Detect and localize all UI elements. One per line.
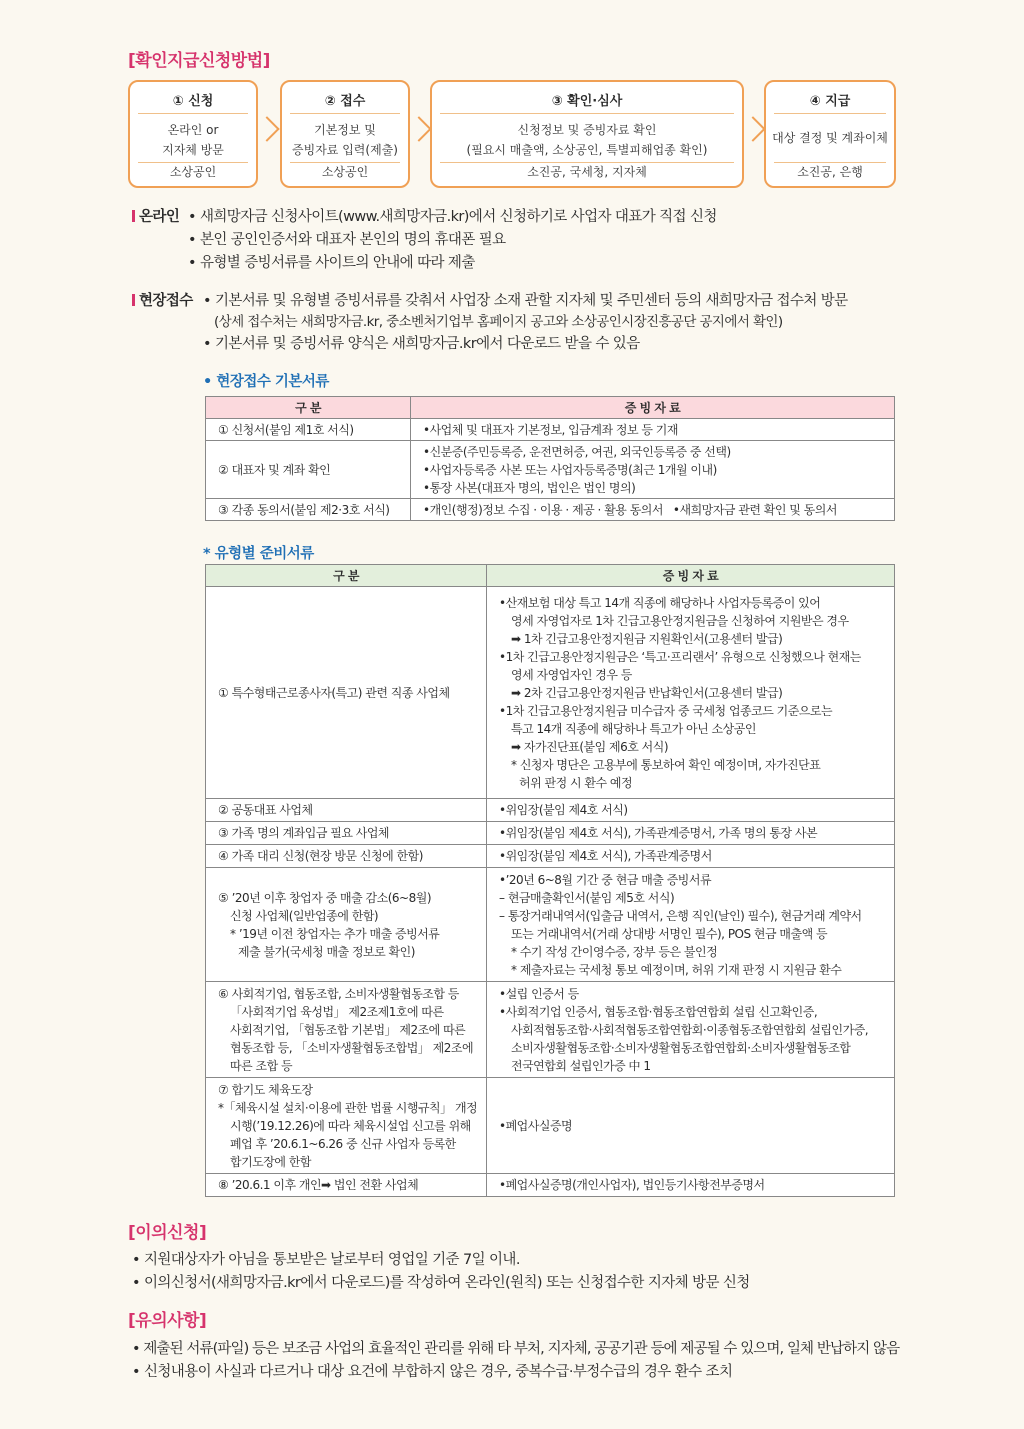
cell-line: •1차 긴급고용안정지원금은 ‘특고·프리랜서’ 유형으로 신청했으나 현재는 [499,649,861,664]
cell-line: •개인(행정)정보 수집 · 이용 · 제공 · 활용 동의서 •새희망자금 관련 확인 및 동의서 [423,502,837,517]
cell-line: 사회적기업, 「협동조합 기본법」 제2조에 따른 [230,1022,466,1037]
table-row [206,868,895,982]
divider [290,113,400,114]
cell-line: 허위 판정 시 환수 예정 [519,775,633,790]
cell-line: •사업체 및 대표자 기본정보, 입금계좌 정보 등 기재 [423,422,678,437]
table-header: 구 분 [206,565,487,587]
cell-line: 신청 사업체(일반업종에 한함) [230,908,379,923]
table-cell [411,499,895,521]
table-cell [206,982,487,1078]
step-receive [280,80,410,188]
cell-line: ⑥ 사회적기업, 협동조합, 소비자생활협동조합 등 [218,986,459,1001]
table-cell [487,587,895,799]
cell-line: 폐업 후 ’20.6.1~6.26 중 신규 사업자 등록한 [230,1136,456,1151]
divider [138,113,248,114]
onsite-label-text: 현장접수 [139,293,193,309]
cell-line: •설립 인증서 등 [499,986,579,1001]
arrow-right-icon [740,116,765,141]
table-cell: ③ 각종 동의서(붙임 제2·3호 서식) [206,499,411,521]
table-cell [411,441,895,499]
table-row [206,499,895,521]
cell-line: *「체육시설 설치·이용에 관한 법률 시행규칙」 개정 [218,1100,478,1115]
table-cell [487,982,895,1078]
step-title: ④ 지급 [809,94,851,109]
type-docs-table [205,564,895,1197]
cell-line: 특고 14개 직종에 해당하나 특고가 아닌 소상공인 [511,721,756,736]
table-cell: ① 특수형태근로종사자(특고) 관련 직종 사업체 [206,587,487,799]
step-review [430,80,744,188]
objection-line: • 지원대상자가 아님을 통보받은 날로부터 영업일 기준 7일 이내. [132,1252,520,1268]
step-body-line: 증빙자료 입력(제출) [292,143,398,157]
cell-line: •산재보험 대상 특고 14개 직종에 해당하나 사업자등록증이 있어 [499,595,821,610]
step-footer: 소상공인 [321,165,369,179]
table-row [206,419,895,441]
table-cell: ① 신청서(붙임 제1호 서식) [206,419,411,441]
cell-line: * 제출자료는 국세청 통보 예정이며, 허위 기재 판정 시 지원금 환수 [511,962,842,977]
table-cell: •위임장(붙임 제4호 서식), 가족관계증명서 [487,845,895,868]
table-cell: ② 공동대표 사업체 [206,799,487,822]
online-line: • 유형별 증빙서류를 사이트의 안내에 따라 제출 [188,255,475,271]
cell-line: * ’19년 이전 창업자는 추가 매출 증빙서류 [230,926,440,941]
step-body-line: 온라인 or [167,123,219,137]
step-title: ② 접수 [324,94,366,109]
step-body [282,120,408,160]
online-label-text: 온라인 [139,209,180,225]
table-cell: •폐업사실증명 [487,1078,895,1174]
cell-line: ➡ 1차 긴급고용안정지원금 지원확인서(고용센터 발급) [511,631,783,646]
step-body-line: 기본정보 및 [314,123,376,137]
section-title-objection: [이의신청] [128,1223,207,1243]
table-cell: •폐업사실증명(개인사업자), 법인등기사항전부증명서 [487,1174,895,1197]
step-body-line: 지자체 방문 [162,143,224,157]
step-body [432,120,742,160]
table-cell [206,868,487,982]
label-bar [132,294,135,306]
arrow-right-icon [406,116,431,141]
table-row [206,799,895,822]
notice-line: • 제출된 서류(파일) 등은 보조금 사업의 효율적인 관리를 위해 타 부처, 지자체, 공공기관 등에 제공될 수 있으며, 일체 반납하지 않음 [132,1341,900,1357]
cell-line: 시행(’19.12.26)에 따라 체육시설업 신고를 위해 [230,1118,471,1133]
label-bar [132,210,135,222]
onsite-line: • 기본서류 및 유형별 증빙서류를 갖춰서 사업장 소재 관할 지자체 및 주민센터 등의 새희망자금 접수처 방문 [203,293,848,309]
cell-line: 협동조합 등, 「소비자생활협동조합법」 제2조에 [230,1040,474,1055]
online-line: • 본인 공인인증서와 대표자 본인의 명의 휴대폰 필요 [188,232,506,248]
objection-line: • 이의신청서(새희망자금.kr에서 다운로드)를 작성하여 온라인(원칙) 또는 신청접수한 지자체 방문 신청 [132,1275,750,1291]
cell-line: •통장 사본(대표자 명의, 법인은 법인 명의) [423,480,636,495]
step-title: ① 신청 [172,94,214,109]
basic-docs-title: • 현장접수 기본서류 [203,374,329,390]
divider [774,113,886,114]
cell-line: 또는 거래내역서(거래 상대방 서명인 필수), POS 현금 매출액 등 [511,926,828,941]
table-row [206,845,895,868]
cell-line: 영세 자영업자인 경우 등 [511,667,632,682]
table-row [206,587,895,799]
cell-line: ➡ 2차 긴급고용안정지원금 반납확인서(고용센터 발급) [511,685,783,700]
cell-line: •신분증(주민등록증, 운전면허증, 여권, 외국인등록증 중 선택) [423,444,731,459]
table-header: 구 분 [206,397,411,419]
cell-line: * 수기 작성 간이영수증, 장부 등은 불인정 [511,944,718,959]
table-cell: ② 대표자 및 계좌 확인 [206,441,411,499]
step-footer: 소진공, 은행 [797,165,863,179]
cell-line: •’20년 6~8월 기간 중 현금 매출 증빙서류 [499,872,712,887]
step-body-line: 대상 결정 및 계좌이체 [772,131,888,145]
section-title-payment-method: [확인지급신청방법] [128,51,270,71]
onsite-line: • 기본서류 및 증빙서류 양식은 새희망자금.kr에서 다운로드 받을 수 있음 [203,336,640,352]
cell-line: •사업자등록증 사본 또는 사업자등록증명(최근 1개월 이내) [423,462,717,477]
table-header-row [206,565,895,587]
cell-line: – 통장거래내역서(입출금 내역서, 은행 직인(날인) 필수), 현금거래 계약서 [499,908,862,923]
table-cell: ④ 가족 대리 신청(현장 방문 신청에 한함) [206,845,487,868]
table-cell: •위임장(붙임 제4호 서식), 가족관계증명서, 가족 명의 통장 사본 [487,822,895,845]
cell-line: •사회적기업 인증서, 협동조합·협동조합연합회 설립 신고확인증, [499,1004,818,1019]
table-header: 증 빙 자 료 [411,397,895,419]
step-body [766,128,894,148]
cell-line: 영세 자영업자로 1차 긴급고용안정지원금을 신청하여 지원받은 경우 [511,613,849,628]
step-body-line: 신청정보 및 증빙자료 확인 [517,123,657,137]
online-line: • 새희망자금 신청사이트(www.새희망자금.kr)에서 신청하기로 사업자 대표가 직접 신청 [188,209,717,225]
cell-line: ⑦ 합기도 체육도장 [218,1082,313,1097]
cell-line: 따른 조합 등 [230,1058,293,1073]
onsite-line: (상세 접수처는 새희망자금.kr, 중소벤처기업부 홈페이지 공고와 소상공인시장진흥공단 공지에서 확인) [214,314,783,330]
cell-line: •1차 긴급고용안정지원금 미수급자 중 국세청 업종코드 기준으로는 [499,703,833,718]
basic-docs-table [205,396,895,521]
cell-line: 사회적협동조합·사회적협동조합연합회·이종협동조합연합회 설립인가증, [511,1022,869,1037]
table-cell [206,1078,487,1174]
table-cell: ③ 가족 명의 계좌입금 필요 사업체 [206,822,487,845]
step-body-line: (필요시 매출액, 소상공인, 특별피해업종 확인) [466,143,708,157]
table-cell [411,419,895,441]
cell-line: 「사회적기업 육성법」 제2조제1호에 따른 [230,1004,444,1019]
type-docs-title: * 유형별 준비서류 [203,546,314,562]
step-pay [764,80,896,188]
cell-line: 제출 불가(국세청 매출 정보로 확인) [238,944,415,959]
onsite-label [132,289,193,310]
step-title: ③ 확인·심사 [551,94,623,109]
table-header: 증 빙 자 료 [487,565,895,587]
table-row [206,982,895,1078]
divider [440,113,734,114]
cell-line: 소비자생활협동조합·소비자생활협동조합연합회·소비자생활협동조합 [511,1040,851,1055]
cell-line: * 신청자 명단은 고용부에 통보하여 확인 예정이며, 자가진단표 [511,757,821,772]
cell-line: – 현금매출확인서(붙임 제5호 서식) [499,890,675,905]
table-cell: •위임장(붙임 제4호 서식) [487,799,895,822]
cell-line: 합기도장에 한함 [230,1154,311,1169]
cell-line: ➡ 자가진단표(붙임 제6호 서식) [511,739,669,754]
step-body [130,120,256,160]
step-footer: 소상공인 [169,165,217,179]
table-row [206,1174,895,1197]
table-cell: ⑧ ’20.6.1 이후 개인➡ 법인 전환 사업체 [206,1174,487,1197]
table-row [206,822,895,845]
step-apply [128,80,258,188]
table-row [206,441,895,499]
arrow-right-icon [254,116,279,141]
step-footer: 소진공, 국세청, 지자체 [527,165,647,179]
cell-line: ⑤ ’20년 이후 창업자 중 매출 감소(6~8월) [218,890,432,905]
table-header-row [206,397,895,419]
table-row [206,1078,895,1174]
online-label [132,205,179,226]
notice-line: • 신청내용이 사실과 다르거나 대상 요건에 부합하지 않은 경우, 중복수급·부정수급의 경우 환수 조치 [132,1364,733,1380]
cell-line: 전국연합회 설립인가증 中 1 [511,1058,651,1073]
table-cell [487,868,895,982]
section-title-notice: [유의사항] [128,1311,207,1331]
